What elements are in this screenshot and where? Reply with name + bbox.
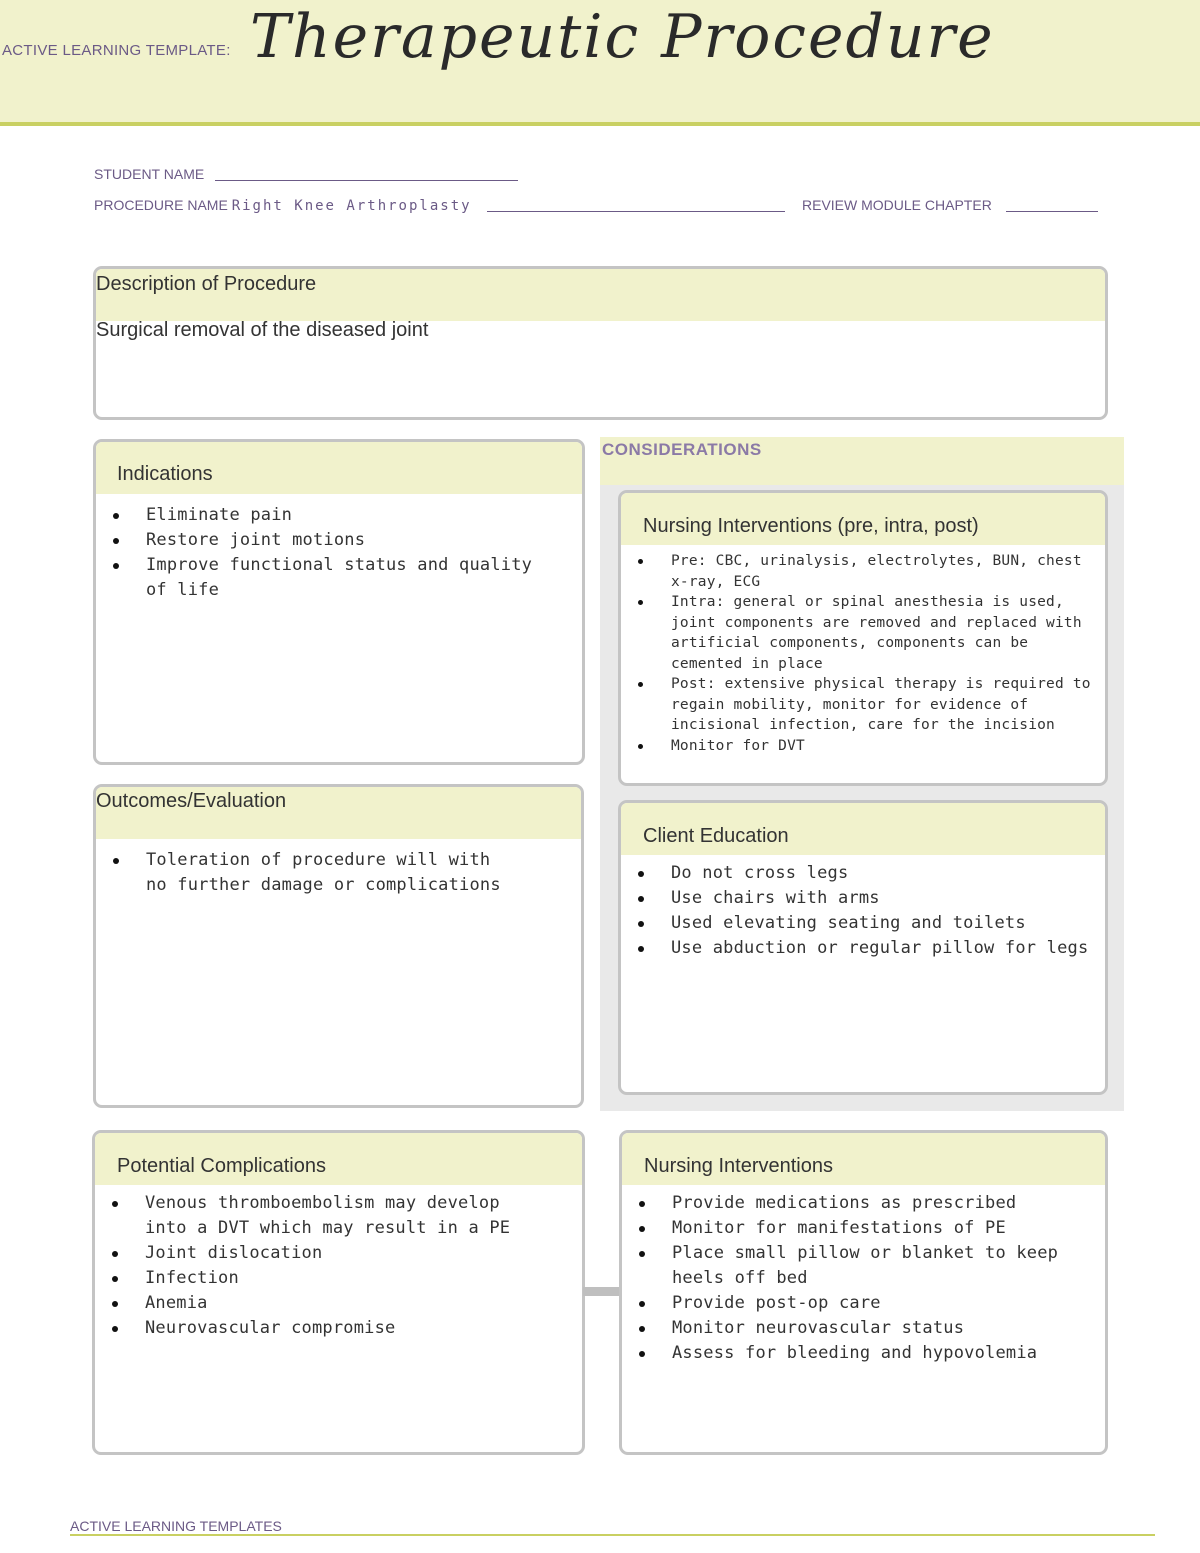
list-item: Monitor neurovascular status bbox=[622, 1316, 1089, 1341]
list-item: Restore joint motions bbox=[96, 528, 582, 553]
template-label: ACTIVE LEARNING TEMPLATE: bbox=[2, 42, 231, 59]
list-item: Post: extensive physical therapy is required to regain mobility, monitor for evidence of incisional infection, care for the incision bbox=[621, 674, 1093, 736]
description-heading: Description of Procedure bbox=[96, 269, 1105, 321]
footer-divider bbox=[70, 1534, 1155, 1536]
list-item: Monitor for DVT bbox=[621, 736, 1093, 757]
list-item: Provide post-op care bbox=[622, 1291, 1089, 1316]
outcomes-body bbox=[96, 839, 581, 898]
nursing-interventions-heading: Nursing Interventions bbox=[622, 1133, 1105, 1185]
nursing-interventions-pre-heading: Nursing Interventions (pre, intra, post) bbox=[621, 493, 1105, 545]
list-item: Use chairs with arms bbox=[621, 886, 1105, 911]
list-item: Venous thromboembolism may develop into a DVT which may result in a PE bbox=[95, 1191, 582, 1241]
list-item: Provide medications as prescribed bbox=[622, 1191, 1089, 1216]
list-item: Pre: CBC, urinalysis, electrolytes, BUN, chest x-ray, ECG bbox=[621, 551, 1093, 592]
procedure-name-field[interactable] bbox=[487, 211, 785, 212]
indications-list bbox=[96, 503, 582, 603]
outcomes-heading: Outcomes/Evaluation bbox=[96, 787, 581, 839]
list-item: Joint dislocation bbox=[95, 1241, 582, 1266]
nursing-interventions-body bbox=[622, 1185, 1105, 1366]
list-item: Eliminate pain bbox=[96, 503, 582, 528]
nursing-interventions-pre-body bbox=[621, 545, 1105, 756]
complications-heading: Potential Complications bbox=[95, 1133, 582, 1185]
procedure-name-label bbox=[94, 197, 472, 214]
complications-list bbox=[95, 1191, 582, 1341]
list-item: Anemia bbox=[95, 1291, 582, 1316]
list-item: Place small pillow or blanket to keep heels off bed bbox=[622, 1241, 1089, 1291]
footer-label: ACTIVE LEARNING TEMPLATES bbox=[70, 1518, 282, 1534]
nursing-interventions-pre-list bbox=[621, 551, 1093, 756]
list-item: Intra: general or spinal anesthesia is used, joint components are removed and replaced with artificial components, components can be cemented in place bbox=[621, 592, 1093, 674]
list-item: Used elevating seating and toilets bbox=[621, 911, 1105, 936]
review-module-field[interactable] bbox=[1006, 211, 1098, 212]
procedure-name-value: Right Knee Arthroplasty bbox=[231, 198, 472, 214]
client-education-box bbox=[618, 800, 1108, 1095]
list-item: Neurovascular compromise bbox=[95, 1316, 582, 1341]
considerations-heading-text: CONSIDERATIONS bbox=[602, 440, 762, 459]
indications-body bbox=[96, 494, 582, 603]
indications-heading: Indications bbox=[96, 442, 582, 494]
client-education-heading: Client Education bbox=[621, 803, 1105, 855]
considerations-heading bbox=[600, 437, 1124, 485]
indications-box bbox=[93, 439, 585, 765]
outcomes-list bbox=[96, 848, 581, 898]
nursing-interventions-list bbox=[622, 1191, 1089, 1366]
list-item: Improve functional status and quality of life bbox=[96, 553, 582, 603]
list-item: Infection bbox=[95, 1266, 582, 1291]
procedure-name-label-text: PROCEDURE NAME bbox=[94, 197, 228, 213]
student-name-field[interactable] bbox=[215, 180, 518, 181]
list-item: Monitor for manifestations of PE bbox=[622, 1216, 1089, 1241]
client-education-body bbox=[621, 855, 1105, 961]
nursing-interventions-pre-box bbox=[618, 490, 1108, 786]
review-module-label: REVIEW MODULE CHAPTER bbox=[802, 197, 992, 213]
client-education-list bbox=[621, 861, 1105, 961]
connector-bar bbox=[583, 1287, 623, 1296]
list-item: Assess for bleeding and hypovolemia bbox=[622, 1341, 1089, 1366]
nursing-interventions-box bbox=[619, 1130, 1108, 1455]
complications-box bbox=[92, 1130, 585, 1455]
header-band bbox=[0, 0, 1200, 126]
student-name-label: STUDENT NAME bbox=[94, 166, 205, 182]
complications-body bbox=[95, 1185, 582, 1341]
description-box bbox=[93, 266, 1108, 420]
list-item: Use abduction or regular pillow for legs bbox=[621, 936, 1105, 961]
list-item: Do not cross legs bbox=[621, 861, 1105, 886]
page-title: Therapeutic Procedure bbox=[250, 2, 995, 72]
description-text: Surgical removal of the diseased joint bbox=[96, 319, 429, 341]
list-item: Toleration of procedure will with no further damage or complications bbox=[96, 848, 581, 898]
outcomes-box bbox=[93, 784, 584, 1108]
